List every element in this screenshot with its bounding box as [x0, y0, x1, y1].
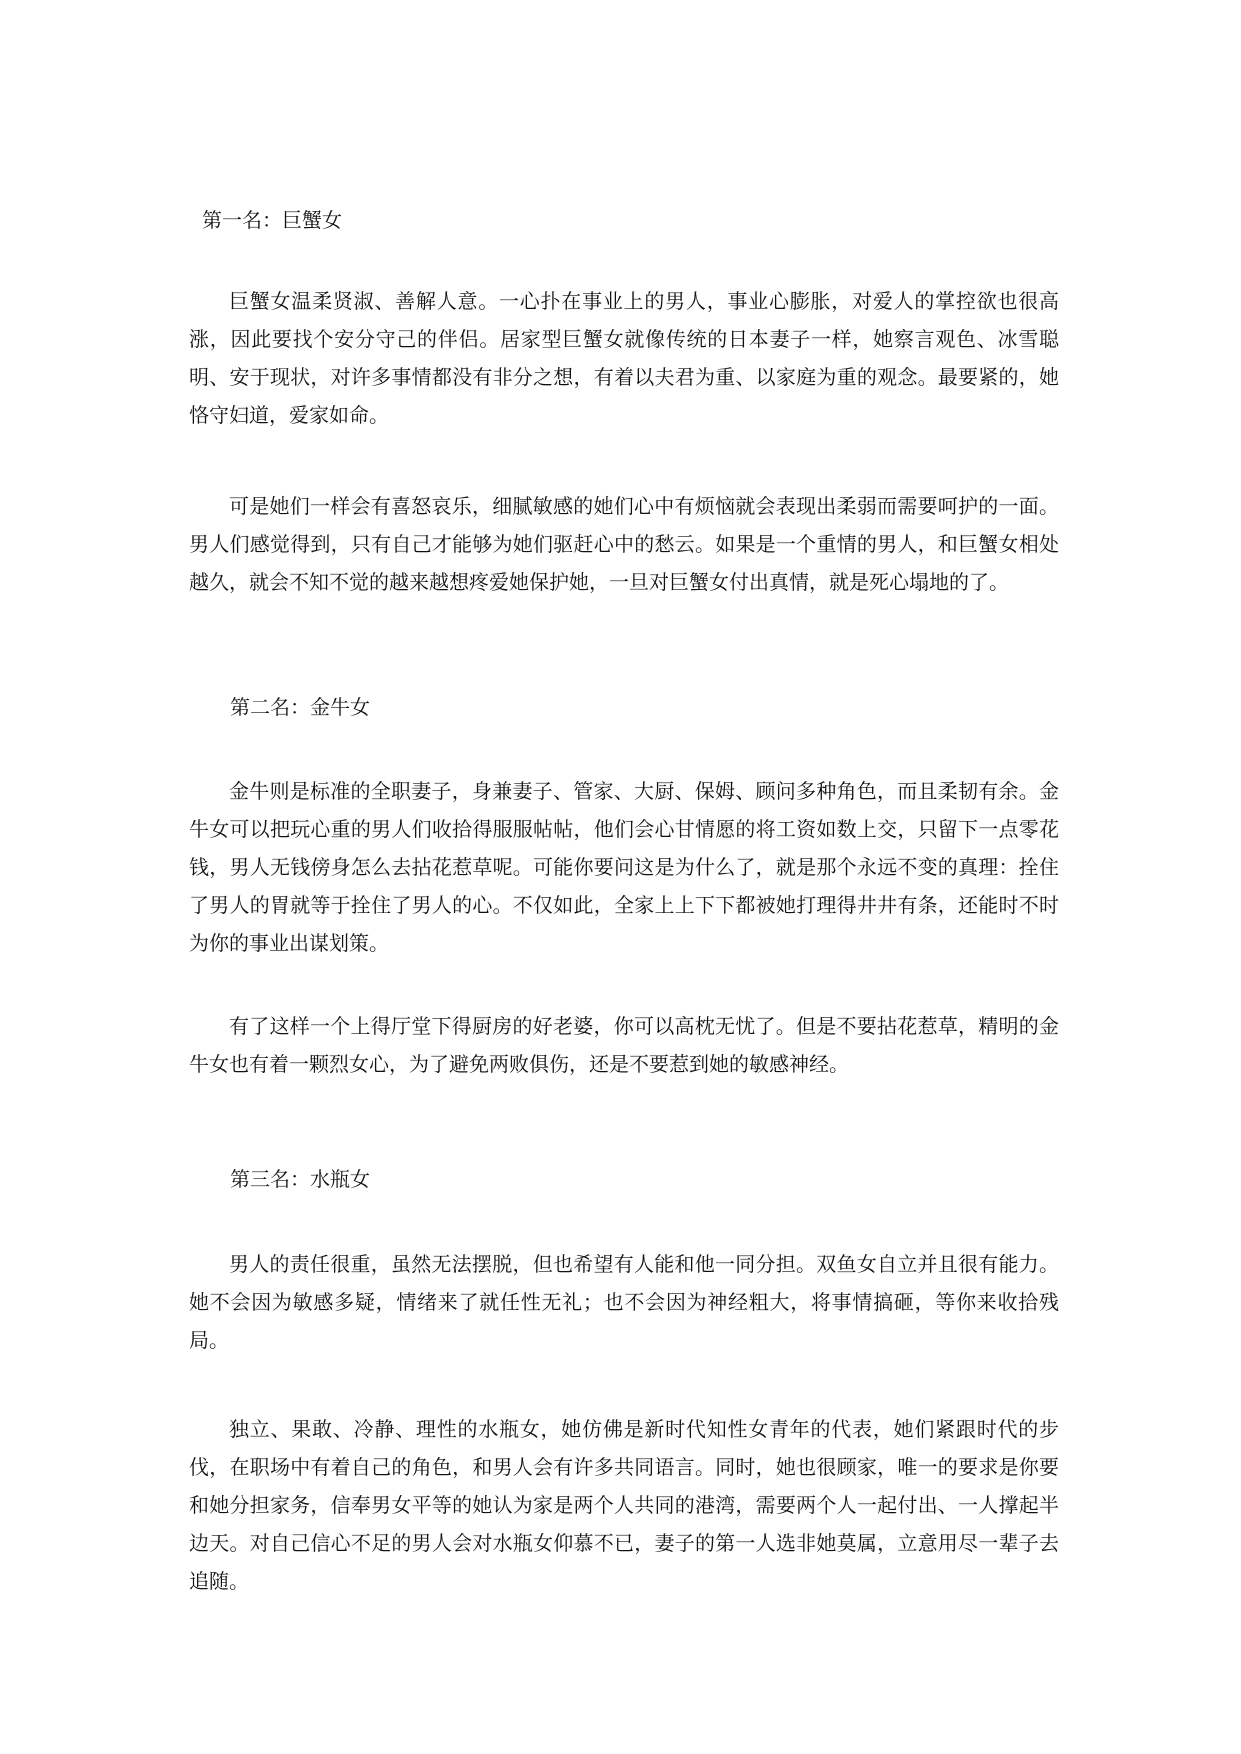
section-2-paragraph-1: 金牛则是标准的全职妻子，身兼妻子、管家、大厨、保姆、顾问多种角色，而且柔韧有余。金牛女可以把玩心重的男人们收拾得服服帖帖，他们会心甘情愿的将工资如数上交，只留下一点零花钱，男人无钱傍身怎么去拈花惹草呢。可能你要问这是为什么了，就是那个永远不变的真理：拴住了男人的胃就等于拴住了男人的心。不仅如此，全家上上下下都被她打理得井井有条，还能时不时为你的事业出谋划策。: [189, 779, 1059, 955]
section-heading-2: 第二名：金牛女: [230, 695, 370, 719]
section-heading-1: 第一名：巨蟹女: [202, 208, 342, 232]
section-1-paragraph-1: 巨蟹女温柔贤淑、善解人意。一心扑在事业上的男人，事业心膨胀，对爱人的掌控欲也很高涨，因此要找个安分守己的伴侣。居家型巨蟹女就像传统的日本妻子一样，她察言观色、冰雪聪明、安于现状，对许多事情都没有非分之想，有着以夫君为重、以家庭为重的观念。最要紧的，她恪守妇道，爱家如命。: [189, 289, 1059, 427]
section-3-paragraph-2: 独立、果敢、冷静、理性的水瓶女，她仿佛是新时代知性女青年的代表，她们紧跟时代的步伐，在职场中有着自己的角色，和男人会有许多共同语言。同时，她也很顾家，唯一的要求是你要和她分担家务，信奉男女平等的她认为家是两个人共同的港湾，需要两个人一起付出、一人撑起半边天。对自己信心不足的男人会对水瓶女仰慕不已，妻子的第一人选非她莫属，立意用尽一辈子去追随。: [189, 1417, 1059, 1593]
section-3-paragraph-1: 男人的责任很重，虽然无法摆脱，但也希望有人能和他一同分担。双鱼女自立并且很有能力。她不会因为敏感多疑，情绪来了就任性无礼；也不会因为神经粗大，将事情搞砸，等你来收拾残局。: [189, 1252, 1059, 1352]
section-heading-3: 第三名：水瓶女: [230, 1167, 370, 1191]
section-2-paragraph-2: 有了这样一个上得厅堂下得厨房的好老婆，你可以高枕无忧了。但是不要拈花惹草，精明的金牛女也有着一颗烈女心，为了避免两败俱伤，还是不要惹到她的敏感神经。: [189, 1014, 1059, 1076]
section-1-paragraph-2: 可是她们一样会有喜怒哀乐，细腻敏感的她们心中有烦恼就会表现出柔弱而需要呵护的一面。男人们感觉得到，只有自己才能够为她们驱赶心中的愁云。如果是一个重情的男人，和巨蟹女相处越久，就会不知不觉的越来越想疼爱她保护她，一旦对巨蟹女付出真情，就是死心塌地的了。: [189, 494, 1059, 594]
